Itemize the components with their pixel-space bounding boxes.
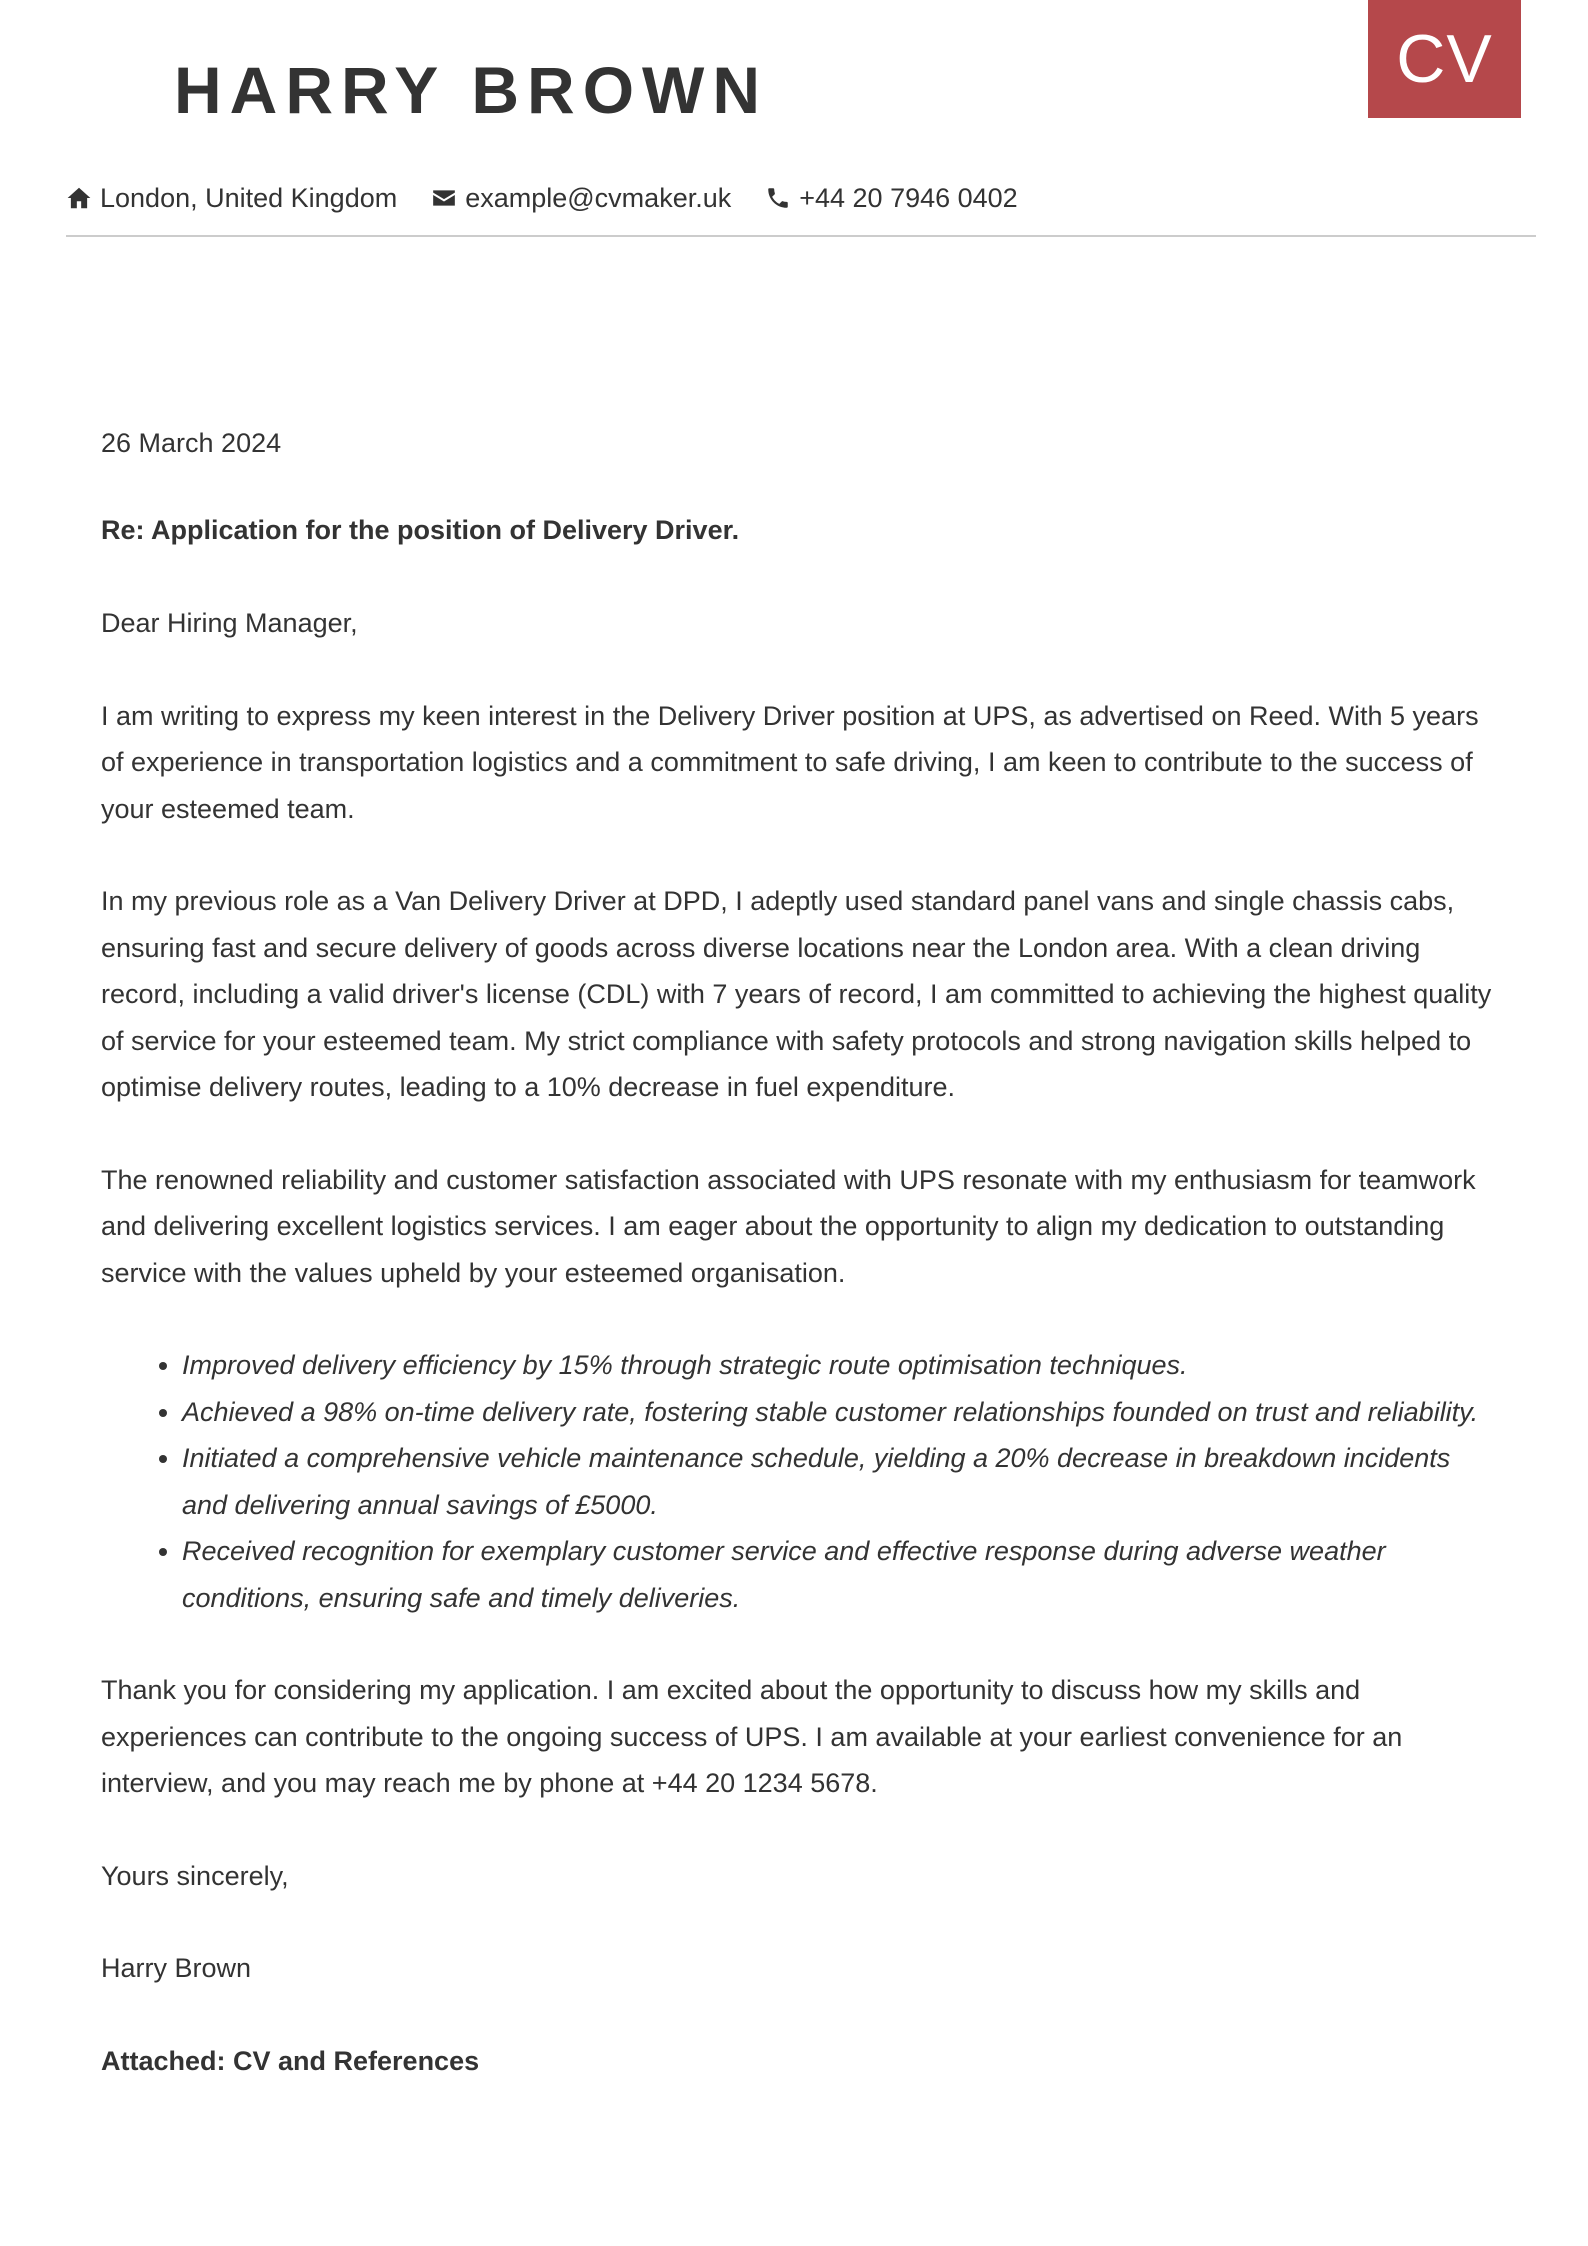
phone-link[interactable]: +44 20 7946 0402 xyxy=(799,182,1018,213)
contact-location xyxy=(66,183,397,214)
contact-phone[interactable] xyxy=(765,183,1017,214)
email-link[interactable]: example@cvmaker.uk xyxy=(465,182,732,213)
letter-paragraph: In my previous role as a Van Delivery Driver at DPD, I adeptly used standard panel vans and single chassis cabs, ensuring fast and secure delivery of goods across diverse locations near the London area. With a clean driving record, including a valid driver's license (CDL) with 7 years of record, I am committed to achieving the highest quality of service for your esteemed team. My strict compliance with safety protocols and strong navigation skills helped to optimise delivery routes, leading to a 10% decrease in fuel expenditure. xyxy=(101,886,1492,1102)
achievement-item: • Initiated a comprehensive vehicle maintenance schedule, yielding a 20% decrease in breakdown incidents and delivering annual savings of £5000. xyxy=(182,1435,1501,1528)
letter-salutation: Dear Hiring Manager, xyxy=(101,608,358,638)
candidate-name: HARRY BROWN xyxy=(174,53,768,127)
letter-date: 26 March 2024 xyxy=(101,428,282,458)
phone-icon xyxy=(765,185,791,211)
contact-email[interactable] xyxy=(431,183,731,214)
letter-attachments: Attached: CV and References xyxy=(101,2045,480,2076)
letter-paragraph: I am writing to express my keen interest in the Delivery Driver position at UPS, as advertised on Reed. With 5 years of experience in transportation logistics and a commitment to safe driving, I am keen to contribute to the success of your esteemed team. xyxy=(101,700,1479,824)
header-divider xyxy=(66,235,1536,237)
letter-subject: Re: Application for the position of Delivery Driver. xyxy=(101,514,740,545)
achievement-item: • Improved delivery efficiency by 15% through strategic route optimisation techniques. xyxy=(182,1342,1501,1389)
letter-sign-off: Yours sincerely, xyxy=(101,1860,289,1891)
home-icon xyxy=(66,185,92,211)
envelope-icon xyxy=(431,185,457,211)
location-text: London, United Kingdom xyxy=(100,182,398,213)
contact-bar xyxy=(66,174,1536,222)
achievement-item: • Received recognition for exemplary customer service and effective response during adverse weather conditions, ensuring safe and timely deliveries. xyxy=(182,1528,1501,1621)
achievement-item: • Achieved a 98% on-time delivery rate, fostering stable customer relationships founded on trust and reliability. xyxy=(182,1389,1501,1436)
letter-body xyxy=(101,420,1501,2130)
achievements-list xyxy=(101,1342,1501,1621)
cv-badge: CV xyxy=(1368,0,1521,118)
letter-closing-paragraph: Thank you for considering my application. I am excited about the opportunity to discuss how my skills and experiences can contribute to the ongoing success of UPS. I am available at your earliest convenience for an interview, and you may reach me by phone at +44 20 1234 5678. xyxy=(101,1675,1403,1798)
letter-signature: Harry Brown xyxy=(101,1953,252,1983)
letter-paragraph: The renowned reliability and customer satisfaction associated with UPS resonate with my enthusiasm for teamwork and delivering excellent logistics services. I am eager about the opportunity to align my dedication to outstanding service with the values upheld by your esteemed organisation. xyxy=(101,1164,1476,1288)
